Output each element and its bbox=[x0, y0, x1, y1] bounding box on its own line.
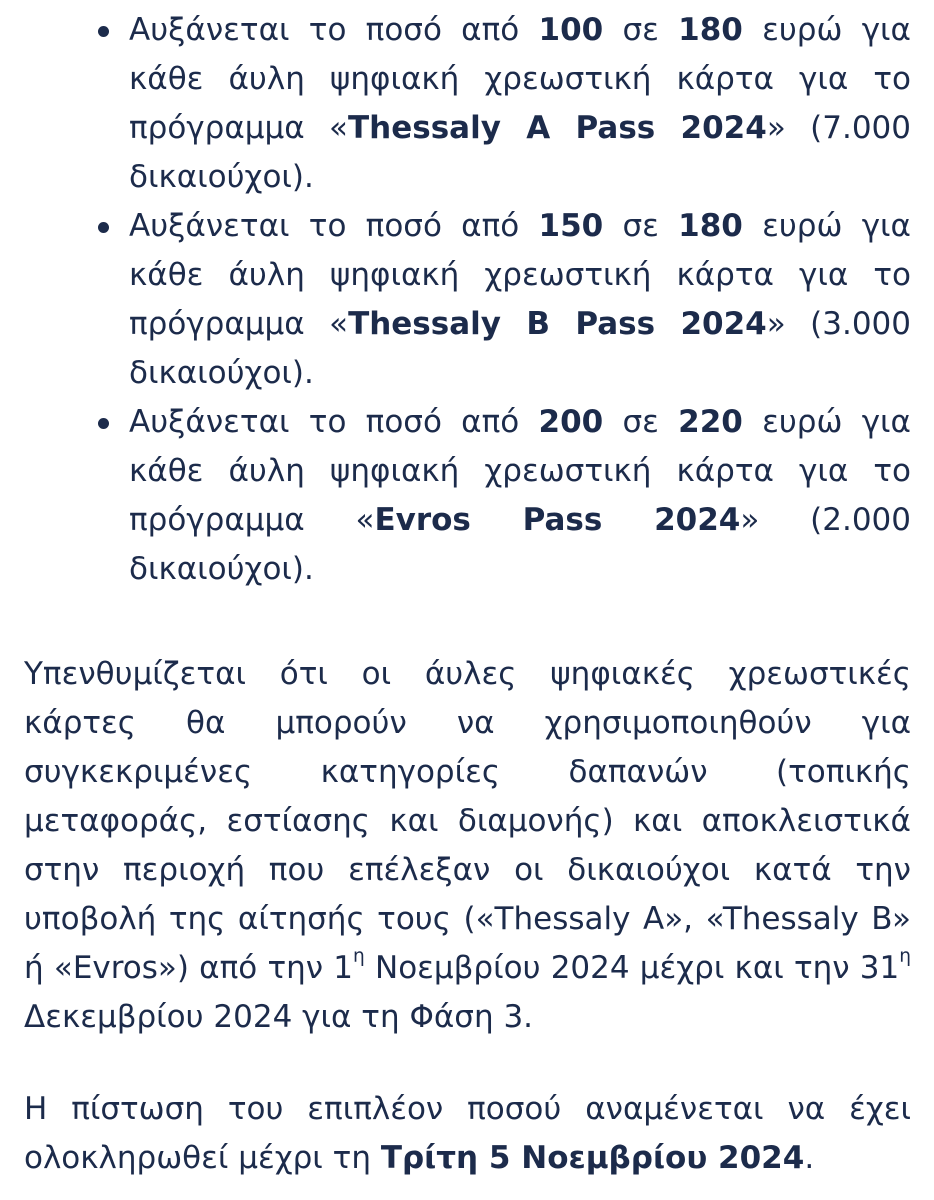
program-name: Thessaly B Pass 2024 bbox=[348, 306, 767, 342]
amount-from: 100 bbox=[538, 12, 604, 48]
bullet-text: ευρώ για κάθε άυλη ψηφιακή χρεωστική κάρτα για το πρόγραμμα « bbox=[129, 404, 911, 538]
bullet-text: σε bbox=[603, 12, 679, 48]
list-item bbox=[0, 202, 911, 398]
bullet-text: σε bbox=[603, 404, 679, 440]
amount-to: 220 bbox=[678, 404, 743, 440]
amount-to: 180 bbox=[678, 12, 743, 48]
paragraph-text: . bbox=[804, 1140, 815, 1176]
bullet-icon bbox=[98, 222, 109, 233]
bullet-text: Αυξάνεται το ποσό από bbox=[129, 404, 539, 440]
credit-date: Τρίτη 5 Νοεμβρίου 2024 bbox=[380, 1140, 805, 1176]
bullet-text: σε bbox=[603, 208, 679, 244]
ordinal-suffix: η bbox=[899, 946, 912, 968]
bullet-text: » (2.000 δικαιούχοι). bbox=[129, 502, 912, 587]
program-name: Thessaly A Pass 2024 bbox=[348, 110, 767, 146]
bullet-text: ευρώ για κάθε άυλη ψηφιακή χρεωστική κάρτα για το πρόγραμμα « bbox=[129, 208, 911, 342]
paragraph-text: Υπενθυμίζεται ότι οι άυλες ψηφιακές χρεωστικές κάρτες θα μπορούν να χρησιμοποιηθούν για συγκεκριμένες κατηγορίες δαπανών (τοπικής μεταφοράς, εστίασης και διαμονής) και αποκλειστικά στην περιοχή που επέλεξαν οι δικαιούχοι κατά την υποβολή της αίτησής τους («Thessaly A», «Thessaly B» ή «Evros») από την 1 bbox=[24, 656, 911, 986]
bullet-text: Αυξάνεται το ποσό από bbox=[129, 208, 539, 244]
amount-to: 180 bbox=[678, 208, 743, 244]
bullet-icon bbox=[98, 26, 109, 37]
list-item bbox=[0, 398, 911, 594]
amount-from: 200 bbox=[538, 404, 604, 440]
program-name: Evros Pass 2024 bbox=[374, 502, 741, 538]
bullet-icon bbox=[98, 418, 109, 429]
reminder-paragraph bbox=[24, 650, 911, 1042]
credit-paragraph bbox=[24, 1085, 911, 1183]
paragraph-text: Δεκεμβρίου 2024 για τη Φάση 3. bbox=[24, 999, 534, 1035]
paragraph-text: Νοεμβρίου 2024 μέχρι και την 31 bbox=[364, 950, 900, 986]
bullet-text: » (7.000 δικαιούχοι). bbox=[129, 110, 911, 195]
amount-from: 150 bbox=[538, 208, 604, 244]
bullet-text: Αυξάνεται το ποσό από bbox=[129, 12, 539, 48]
bullet-text: » (3.000 δικαιούχοι). bbox=[129, 306, 911, 391]
paragraph-text: Η πίστωση του επιπλέον ποσού αναμένεται να έχει ολοκληρωθεί μέχρι τη bbox=[24, 1091, 911, 1176]
list-item bbox=[0, 6, 911, 202]
ordinal-suffix: η bbox=[353, 946, 365, 968]
bullet-text: ευρώ για κάθε άυλη ψηφιακή χρεωστική κάρτα για το πρόγραμμα « bbox=[129, 12, 911, 146]
bullet-list bbox=[0, 6, 934, 594]
